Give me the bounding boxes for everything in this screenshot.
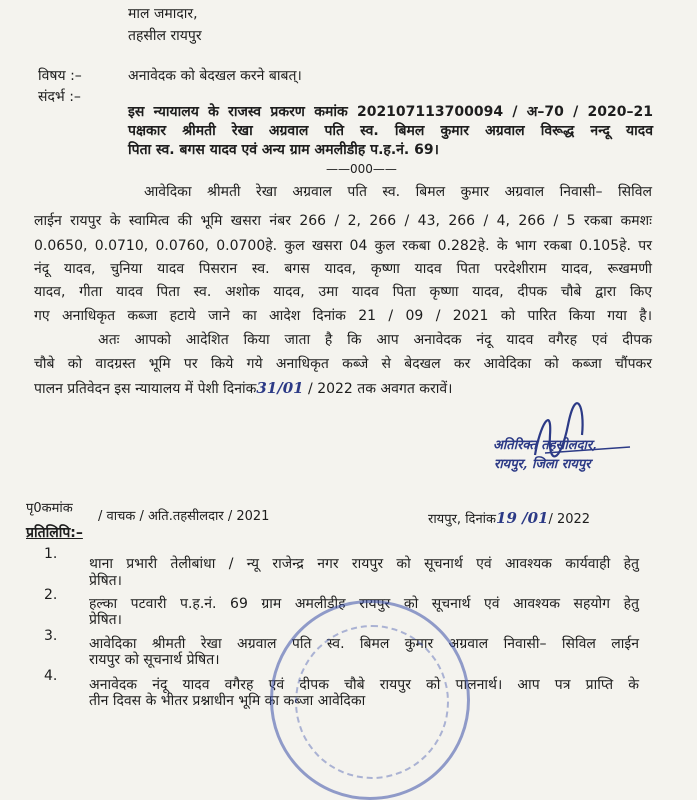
para1-line-1: आवेदिका श्रीमती रेखा अग्रवाल पति स्व. बिमल कुमार अग्रवाल निवासी– सिविल — [144, 184, 652, 200]
copy-4-line-1: अनावेदक नंदू यादव वगैरह एवं दीपक चौबे रायपुर को पालनार्थ। आप पत्र प्राप्ति के — [89, 677, 639, 693]
memo-date-prefix: रायपुर, दिनांक — [428, 512, 497, 527]
para2-line-3-suffix: / 2022 तक अवगत करावें। — [303, 381, 453, 397]
subject-label: विषय :– — [38, 68, 82, 84]
reference-line-1: इस न्यायालय के राजस्व प्रकरण कमांक 202107113700094 / अ–70 / 2020–21 — [128, 104, 653, 120]
handwritten-memo-date: 19 /01 — [496, 509, 549, 527]
reference-line-3: पिता स्व. बगस यादव एवं अन्य ग्राम अमलीडीह प.ह.नं. 69। — [128, 142, 439, 158]
para2-line-3 — [34, 380, 452, 398]
para1-line-2: लाईन रायपुर के स्वामित्व की भूमि खसरा नंबर 266 / 2, 266 / 43, 266 / 4, 266 / 5 रकबा कमशः — [34, 213, 652, 229]
copy-4-line-2: तीन दिवस के भीतर प्रश्नाधीन भूमि का कब्जा आवेदिका — [89, 693, 366, 709]
copy-label: प्रतिलिपि:– — [26, 525, 83, 541]
copy-2-line-2: प्रेषित। — [89, 612, 122, 628]
copy-3-line-1: आवेदिका श्रीमती रेखा अग्रवाल पति स्व. बिमल कुमार अग्रवाल निवासी– सिविल लाईन — [89, 636, 639, 652]
para1-line-3: 0.0650, 0.0710, 0.0760, 0.0700हे. कुल खसरा 04 कुल रकबा 0.282हे. के भाग रकबा 0.105हे. पर — [34, 238, 652, 254]
subject-text: अनावेदक को बेदखल करने बाबत्। — [128, 68, 302, 84]
copy-2-number: 2. — [44, 587, 58, 603]
para1-line-5: यादव, गीता यादव पिता स्व. अशोक यादव, उमा यादव पिता कृष्णा यादव, दीपक चौबे द्वारा किए — [34, 284, 652, 300]
para2-line-1: अतः आपको आदेशित किया जाता है कि आप अनावेदक नंदू यादव वगैरह एवं दीपक — [98, 332, 652, 348]
copy-3-line-2: रायपुर को सूचनार्थ प्रेषित। — [89, 652, 220, 668]
copy-3-number: 3. — [44, 628, 58, 644]
signature-line-2: रायपुर, जिला रायपुर — [494, 457, 591, 472]
recipient-line-1: माल जमादार, — [128, 6, 198, 22]
para1-line-4: नंदू यादव, चुनिया यादव पिसरान स्व. बगस यादव, कृष्णा यादव पिता परदेशीराम यादव, रूखमणी — [34, 261, 652, 277]
handwritten-hearing-date: 31/01 — [256, 379, 304, 397]
signature-line-1: अतिरिक्त तहसीलदार, — [493, 438, 597, 453]
copy-4-number: 4. — [44, 668, 58, 684]
reference-label: संदर्भ :– — [38, 89, 81, 105]
copy-1-line-1: थाना प्रभारी तेलीबांधा / न्यू राजेन्द्र नगर रायपुर को सूचनार्थ एवं आवश्यक कार्यवाही हेतु — [89, 556, 639, 572]
para1-line-6: गए अनाधिकृत कब्जा हटाये जाने का आदेश दिनांक 21 / 09 / 2021 को पारित किया गया है। — [34, 308, 652, 324]
recipient-line-2: तहसील रायपुर — [128, 28, 202, 44]
para2-line-2: चौबे को वादग्रस्त भूमि पर किये गये अनाधिकृत कब्जे से बेदखल कर आवेदिका को कब्जा चौंपकर — [34, 356, 652, 372]
para2-line-3-prefix: पालन प्रतिवेदन इस न्यायालय में पेशी दिनांक — [34, 381, 257, 397]
seal-inner-ring — [295, 625, 449, 779]
copy-1-number: 1. — [44, 546, 58, 562]
memo-ref-label: पृ0कमांक — [26, 501, 73, 516]
memo-date — [428, 510, 590, 528]
divider: ——000—— — [326, 162, 397, 176]
official-seal-stamp — [270, 600, 470, 800]
reference-line-2: पक्षकार श्रीमती रेखा अग्रवाल पति स्व. बिमल कुमार अग्रवाल विरूद्ध नन्दू यादव — [128, 123, 653, 139]
copy-1-line-2: प्रेषित। — [89, 573, 122, 589]
memo-date-suffix: / 2022 — [548, 512, 591, 527]
memo-ref-text: / वाचक / अति.तहसीलदार / 2021 — [98, 509, 270, 524]
copy-2-line-1: हल्का पटवारी प.ह.नं. 69 ग्राम अमलीडीह रायपुर को सूचनार्थ एवं आवश्यक सहयोग हेतु — [89, 596, 639, 612]
